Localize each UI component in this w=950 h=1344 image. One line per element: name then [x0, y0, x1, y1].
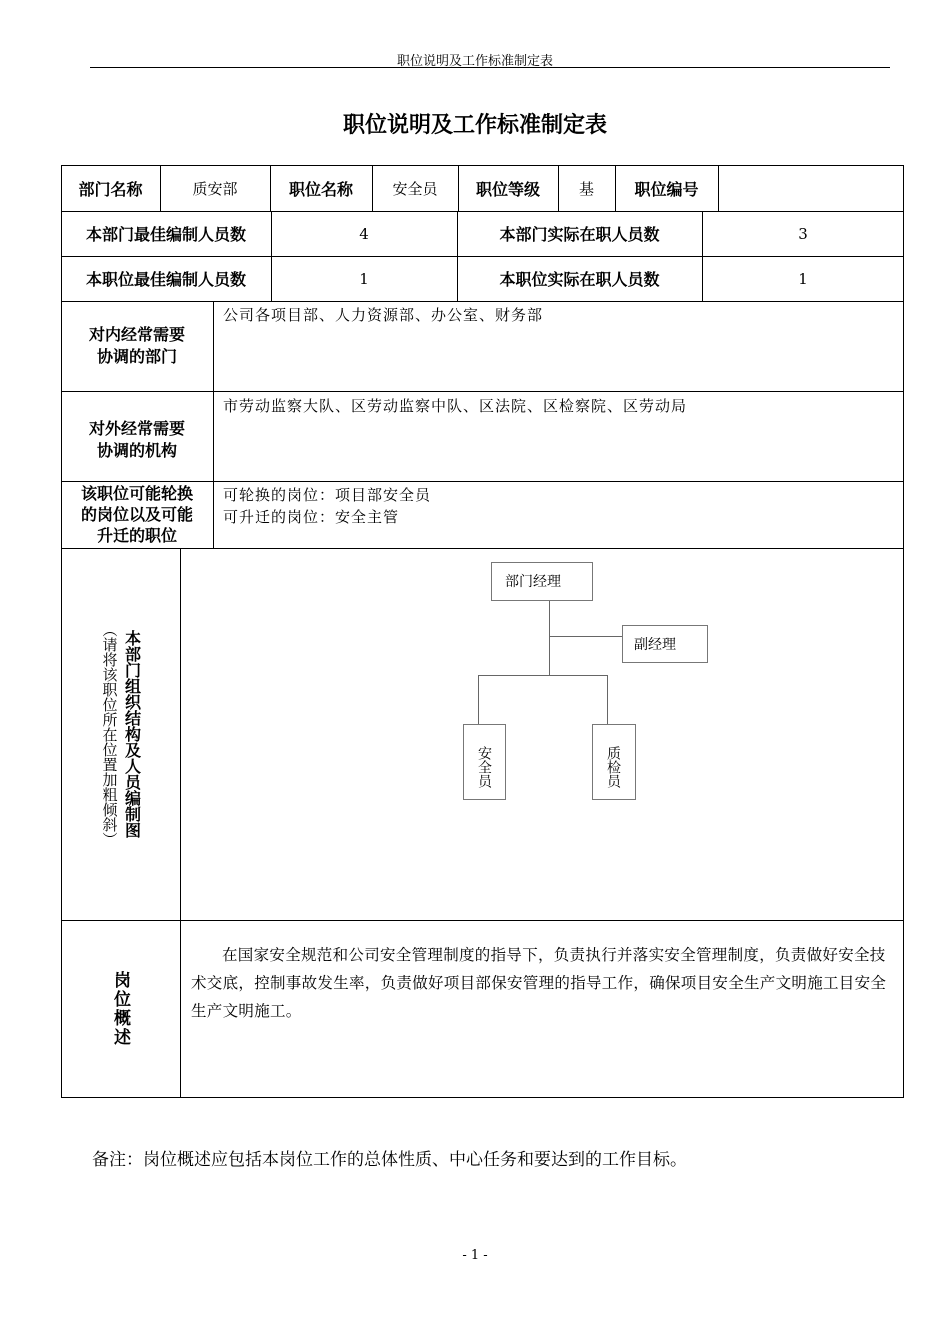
summary-label-cell	[61, 920, 180, 1098]
rotation-promotion-value	[223, 484, 893, 528]
position-code-label: 职位编号	[634, 179, 699, 199]
org-node-safety: 安全员	[463, 724, 506, 800]
internal-label-line1: 对内经常需要	[88, 325, 185, 344]
external-coordination-value: 市劳动监察大队、区劳动监察中队、区法院、区检察院、区劳动局	[223, 397, 688, 415]
org-connector	[607, 675, 608, 724]
running-header: 职位说明及工作标准制定表	[396, 54, 553, 69]
actual-position-staff-value: 1	[798, 269, 808, 288]
position-name-value: 安全员	[392, 179, 438, 198]
org-node-manager: 部门经理	[491, 562, 593, 601]
page-title: 职位说明及工作标准制定表	[342, 113, 607, 138]
best-dept-staff-value: 4	[359, 224, 369, 243]
org-connector	[549, 636, 622, 637]
org-chart-label	[61, 548, 180, 920]
page-number: - 1 -	[462, 1248, 488, 1263]
external-label-line1: 对外经常需要	[88, 419, 185, 438]
org-node-deputy: 副经理	[622, 625, 708, 663]
best-position-staff-label: 本职位最佳编制人员数	[85, 270, 246, 289]
rotation-promotion-label	[61, 481, 213, 548]
col-divider	[213, 301, 214, 548]
rotation-label-line3: 升迁的职位	[96, 526, 177, 545]
rotation-label-line2: 的岗位以及可能	[80, 505, 193, 524]
external-label-line2: 协调的机构	[96, 441, 177, 460]
internal-label-line2: 协调的部门	[96, 347, 177, 366]
position-name-label: 职位名称	[288, 179, 353, 199]
internal-coordination-label	[61, 301, 213, 391]
header-rule	[90, 67, 890, 68]
position-grade-value: 基	[578, 179, 594, 198]
footnote: 备注：岗位概述应包括本岗位工作的总体性质、中心任务和要达到的工作目标。	[92, 1150, 687, 1170]
best-position-staff-value: 1	[359, 269, 369, 288]
position-code-value	[718, 165, 904, 211]
org-connector	[478, 675, 479, 724]
dept-name-label: 部门名称	[78, 179, 143, 199]
summary-text: 在国家安全规范和公司安全管理制度的指导下，负责执行并落实安全管理制度，负责做好安全技术交底，控制事故发生率，负责做好项目部保安管理的指导工作，确保项目安全生产文明施工目安全生产文明施工。	[191, 946, 887, 1020]
col-divider	[180, 548, 181, 1098]
internal-coordination-value: 公司各项目部、人力资源部、办公室、财务部	[223, 306, 544, 324]
position-grade-label: 职位等级	[475, 179, 540, 199]
rotation-label-line1: 该职位可能轮换	[80, 484, 193, 503]
dept-name-value: 质安部	[192, 179, 238, 198]
rotation-line: 可轮换的岗位：项目部安全员	[223, 486, 432, 504]
org-chart-title: 本部门组织结构及人员编制图	[122, 630, 142, 838]
row-divider	[61, 548, 904, 549]
row-divider	[61, 920, 904, 921]
org-chart-note: （请将该职位所在位置加粗倾斜）	[100, 621, 119, 847]
org-connector	[478, 675, 608, 676]
actual-dept-staff-label: 本部门实际在职人员数	[499, 225, 660, 244]
org-connector	[549, 601, 550, 675]
summary-label: 岗位概述	[110, 971, 130, 1047]
actual-position-staff-label: 本职位实际在职人员数	[499, 270, 660, 289]
actual-dept-staff-value: 3	[798, 224, 808, 243]
org-node-inspector: 质检员	[592, 724, 636, 800]
external-coordination-label	[61, 391, 213, 481]
best-dept-staff-label: 本部门最佳编制人员数	[85, 225, 246, 244]
promotion-line: 可升迁的岗位：安全主管	[223, 508, 400, 526]
